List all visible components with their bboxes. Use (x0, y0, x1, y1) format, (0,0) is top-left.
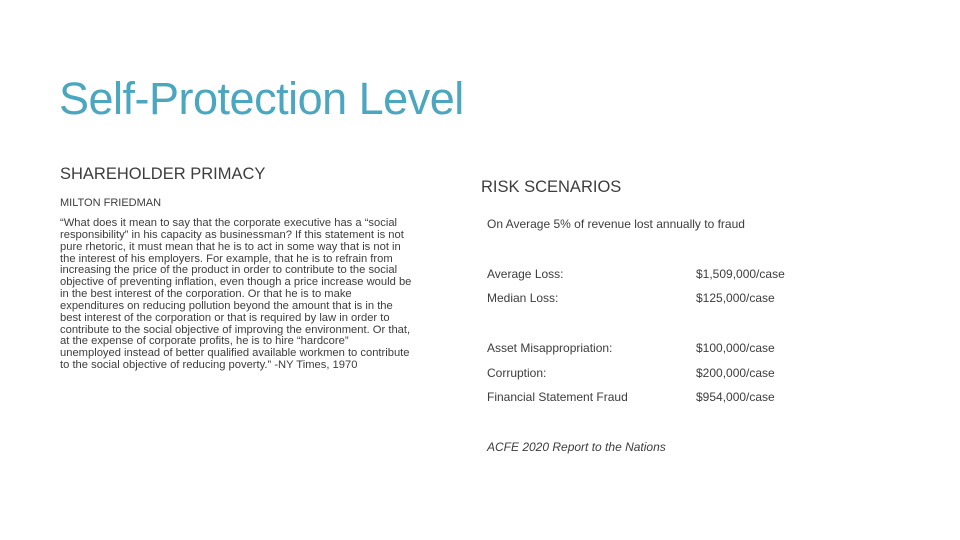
stat-label: Average Loss: (487, 267, 564, 281)
stat-value: $954,000/case (696, 390, 775, 404)
stat-value: $200,000/case (696, 366, 775, 380)
fraud-revenue-statement: On Average 5% of revenue lost annually to fraud (487, 217, 745, 231)
stat-value: $125,000/case (696, 291, 775, 305)
stat-row-asset-misappropriation (487, 341, 827, 357)
friedman-quote: “What does it mean to say that the corporate executive has a “social responsibility” in his capacity as businessman? If this statement is not pure rhetoric, it must mean that he is to act in some way that is not in the interest of his employers. For example, that he is to refrain from increasing the price of the product in order to contribute to the social objective of preventing inflation, even though a price increase would be in the best interest of the corporation. Or that he is to make expenditures on reducing pollution beyond the amount that is in the best interest of the corporation or that is required by law in order to contribute to the social objective of improving the environment. Or that, at the expense of corporate profits, he is to hire “hardcore” unemployed instead of better qualified available workmen to contribute to the social objective of reducing poverty.” -NY Times, 1970 (60, 217, 412, 372)
stat-row-financial-statement-fraud (487, 390, 827, 406)
stat-label: Financial Statement Fraud (487, 390, 628, 404)
stat-label: Corruption: (487, 366, 547, 380)
shareholder-primacy-heading: SHAREHOLDER PRIMACY (60, 165, 266, 183)
stat-row-corruption (487, 366, 827, 382)
stat-label: Asset Misappropriation: (487, 341, 613, 355)
stat-value: $1,509,000/case (696, 267, 785, 281)
slide-title: Self-Protection Level (59, 73, 464, 124)
stat-row-average-loss (487, 267, 827, 283)
source-citation: ACFE 2020 Report to the Nations (487, 440, 666, 454)
risk-scenarios-heading: RISK SCENARIOS (481, 178, 622, 196)
stat-value: $100,000/case (696, 341, 775, 355)
author-subheading: MILTON FRIEDMAN (60, 197, 162, 209)
stat-row-median-loss (487, 291, 827, 307)
stat-label: Median Loss: (487, 291, 559, 305)
